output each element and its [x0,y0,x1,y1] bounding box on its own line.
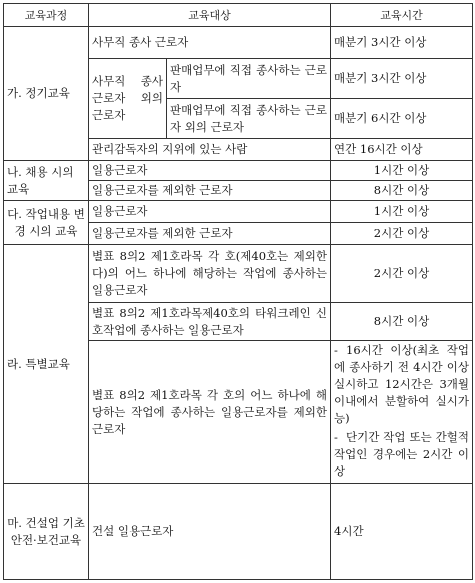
special-education-label: 라. 특별교육 [4,245,89,484]
table-row [4,201,473,223]
supervisor-target: 관리감독자의 지위에 있는 사람 [89,139,331,161]
note-text: 16시간 이상(최초 작업에 종사하기 전 4시간 이상 실시하고 12시간은 3개월 이내에서 분할하여 실시가능) [334,343,470,425]
special-row2-target: 별표 8의2 제1호라목제40호의 타워크레인 신호작업에 종사하는 일용근로자 [89,303,331,341]
construction-education-label: 마. 건설업 기초안전·보건교육 [4,484,89,580]
change-non-daily-time: 2시간 이상 [331,223,473,245]
header-target: 교육대상 [89,4,331,27]
sales-other-time: 매분기 6시간 이상 [331,99,473,139]
special-row3-target: 별표 8의2 제1호라목 각 호의 어느 하나에 해당하는 작업에 종사하는 일용근로자를 제외한 근로자 [89,341,331,484]
supervisor-time: 연간 16시간 이상 [331,139,473,161]
change-daily-target: 일용근로자 [89,201,331,223]
change-daily-time: 1시간 이상 [331,201,473,223]
office-worker-target: 사무직 종사 근로자 [89,27,331,59]
other-worker-target: 사무직 종사 근로자 외의 근로자 [89,59,167,139]
special-row2-time: 8시간 이상 [331,303,473,341]
header-time: 교육시간 [331,4,473,27]
note-text: 단기간 작업 또는 간헐적 작업인 경우에는 2시간 이상 [334,430,470,478]
construction-time: 4시간 [331,484,473,580]
education-table [3,3,473,580]
construction-target: 건설 일용근로자 [89,484,331,580]
sales-direct-target: 판매업무에 직접 종사하는 근로자 [167,59,331,99]
note-item [334,429,469,480]
special-row3-time [331,341,473,484]
table-row [4,161,473,181]
table-row [4,27,473,59]
change-non-daily-target: 일용근로자를 제외한 근로자 [89,223,331,245]
table-header-row [4,4,473,27]
hiring-non-daily-time: 8시간 이상 [331,181,473,201]
hiring-daily-time: 1시간 이상 [331,161,473,181]
special-row3-notes [334,342,469,480]
hiring-education-label: 나. 채용 시의 교육 [4,161,89,201]
note-item [334,342,469,427]
header-course: 교육과정 [4,4,89,27]
sales-direct-time: 매분기 3시간 이상 [331,59,473,99]
special-row1-target: 별표 8의2 제1호라목 각 호(제40호는 제외한다)의 어느 하나에 해당하는 작업에 종사하는 일용근로자 [89,245,331,303]
regular-education-label: 가. 정기교육 [4,27,89,161]
office-worker-time: 매분기 3시간 이상 [331,27,473,59]
hiring-daily-target: 일용근로자 [89,161,331,181]
hiring-non-daily-target: 일용근로자를 제외한 근로자 [89,181,331,201]
dash-bullet: - [334,343,338,357]
table-row [4,484,473,580]
change-education-label: 다. 작업내용 변경 시의 교육 [4,201,89,245]
dash-bullet: - [334,430,338,444]
sales-other-target: 판매업무에 직접 종사하는 근로자 외의 근로자 [167,99,331,139]
special-row1-time: 2시간 이상 [331,245,473,303]
table-row [4,245,473,303]
